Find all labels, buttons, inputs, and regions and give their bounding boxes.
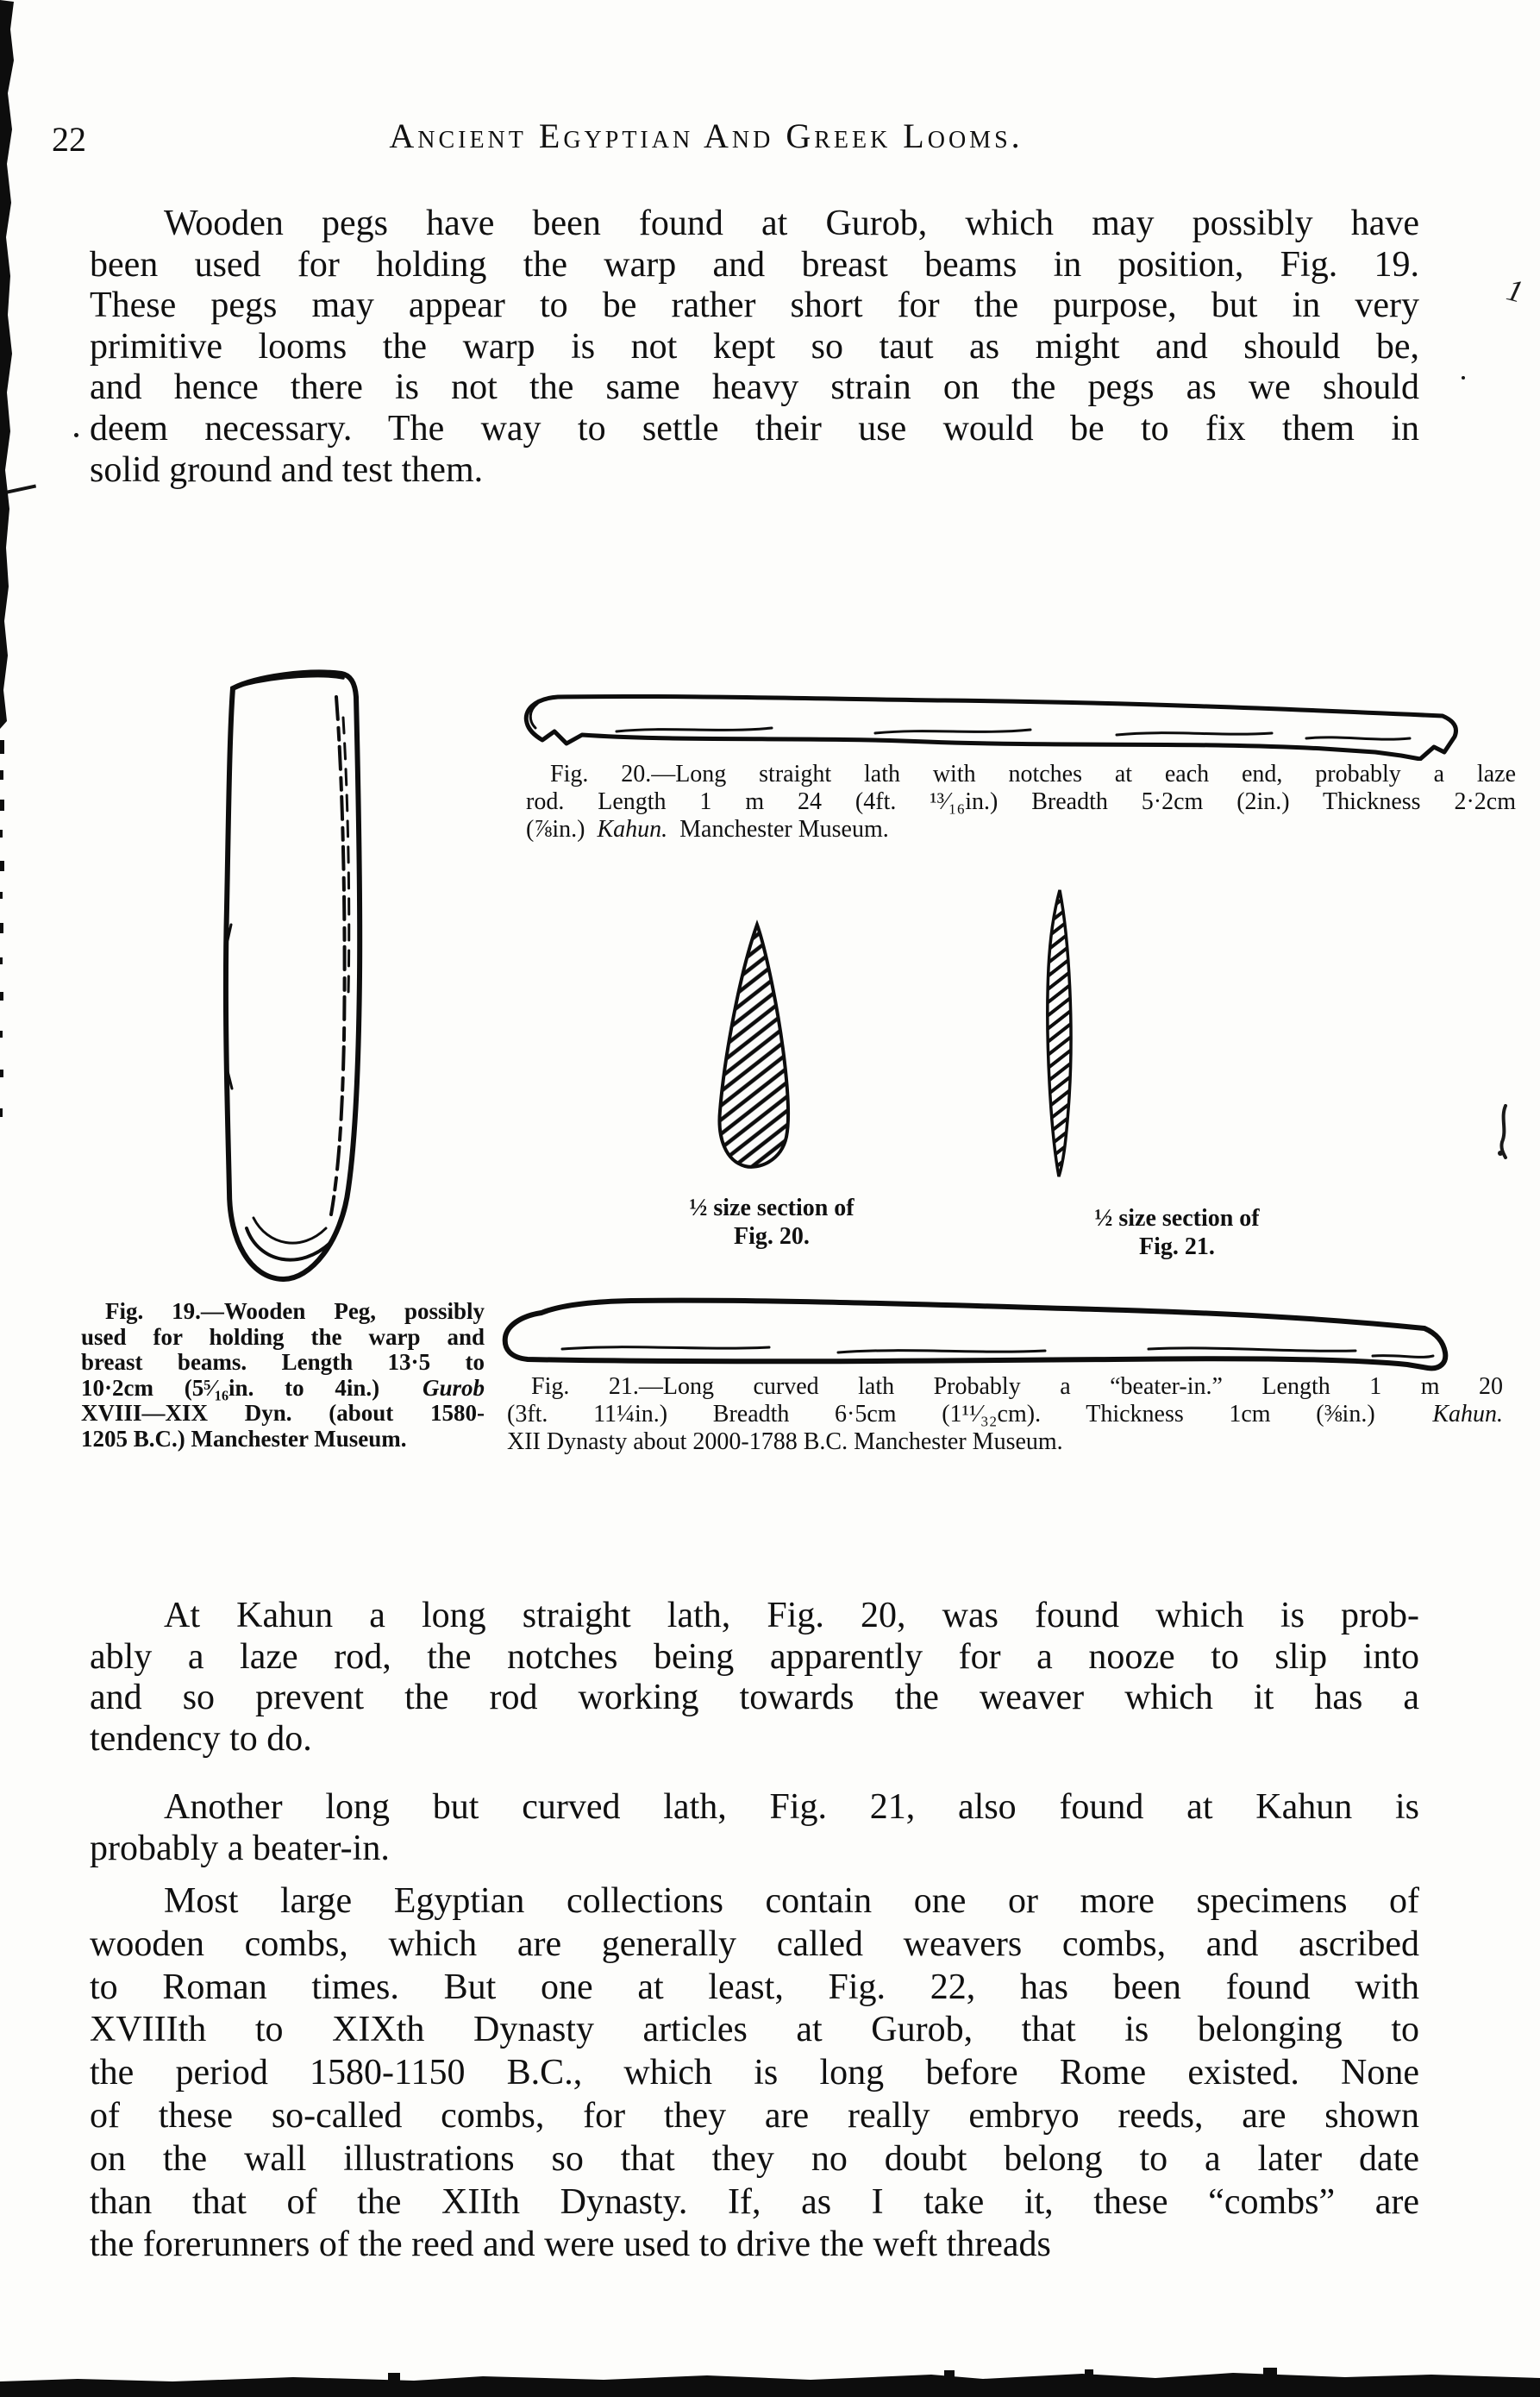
paragraph-egyptian-combs [90,1880,1419,2267]
text-line: ably a laze rod, the notches being apparently for a nooze to slip into [90,1636,1419,1677]
label-line: Fig. 21. [1139,1233,1215,1260]
text-line: and so prevent the rod working towards the weaver which it has a [90,1678,1419,1718]
caption-line: used for holding the warp and [81,1323,485,1350]
scan-edge-artifact-left [0,0,19,1147]
scan-edge-artifact-bottom [0,2368,1540,2397]
caption-line [507,1401,1503,1428]
caption-text: Manchester Museum. [679,816,889,843]
caption-line: Fig. 19.—Wooden Peg, possibly [105,1298,485,1324]
caption-site-name: Gurob [422,1374,485,1401]
caption-line: XII Dynasty about 2000-1788 B.C. Manchester Museum. [507,1428,1063,1455]
caption-line: 1205 B.C.) Manchester Museum. [81,1425,407,1452]
text-line: Another long but curved lath, Fig. 21, also found at Kahun is [164,1787,1419,1827]
text-line: primitive looms the warp is not kept so taut as might and should be, [90,326,1419,367]
fig21-cross-section-drawing [1040,885,1080,1182]
caption-site-name: Kahun. [1432,1401,1504,1428]
text-line: At Kahun a long straight lath, Fig. 20, was found which is prob- [164,1596,1419,1635]
paragraph-curved-lath [90,1787,1419,1869]
paragraph-kahun-lath [90,1596,1419,1760]
caption-text: (⅞in.) [526,816,585,843]
fig21-section-label [1069,1204,1285,1261]
text-line: than that of the XIIth Dynasty. If, as I take it, these “combs” are [90,2181,1419,2222]
caption-line [81,1376,485,1402]
text-line: XVIIIth to XIXth Dynasty articles at Gurob, that is belonging to [90,2010,1419,2050]
fig20-straight-lath-drawing [513,687,1466,761]
text-line: to Roman times. But one at least, Fig. 22, has been found with [90,1967,1419,2007]
text-line: and hence there is not the same heavy strain on the pegs as we should [90,367,1419,408]
text-line: the period 1580-1150 B.C., which is long before Rome existed. None [90,2053,1419,2093]
text-line: Wooden pegs have been found at Gurob, which may possibly have [164,204,1419,243]
caption-site-name: Kahun. [597,816,668,843]
caption-line: rod. Length 1 m 24 (4ft. ¹³⁄₁₆in.) Breadth 5·2cm (2in.) Thickness 2·2cm [526,788,1516,815]
caption-line: Fig. 20.—Long straight lath with notches at each end, probably a laze [550,761,1516,787]
text-line: wooden combs, which are generally called weavers combs, and ascribed [90,1923,1419,1964]
fig20-section-label [664,1194,880,1251]
text-line: Most large Egyptian collections contain one or more specimens of [164,1881,1419,1921]
page-title: Ancient Egyptian And Greek Looms. [389,116,1024,155]
fig20-cross-section-drawing [714,919,797,1173]
paragraph-wooden-pegs [90,204,1419,491]
caption-line: XVIII—XIX Dyn. (about 1580- [81,1400,485,1427]
label-line: Fig. 20. [734,1223,810,1250]
fig19-caption [81,1299,485,1453]
text-line: been used for holding the warp and breast beams in position, Fig. 19. [90,244,1419,285]
text-line: probably a beater-in. [90,1828,390,1868]
fig21-curved-lath-drawing [493,1287,1468,1373]
page-number: 22 [52,120,86,159]
text-line: on the wall illustrations so that they no doubt belong to a later date [90,2138,1419,2179]
caption-line: breast beams. Length 13·5 to [81,1349,485,1376]
fig21-caption [507,1373,1503,1456]
label-line: ½ size section of [689,1195,855,1221]
fig20-caption [526,761,1516,844]
handwritten-margin-mark: 1 [1503,272,1527,310]
caption-line: Fig. 21.—Long curved lath Probably a “beater-in.” Length 1 m 20 [531,1373,1503,1400]
text-line: These pegs may appear to be rather short for the purpose, but in very [90,286,1419,326]
caption-line [526,816,1516,844]
fig19-wooden-peg-drawing [205,666,369,1290]
text-line: of these so-called combs, for they are really embryo reeds, are shown [90,2095,1419,2136]
text-line: tendency to do. [90,1718,312,1759]
ink-blot-mark [1493,1104,1516,1159]
text-line: the forerunners of the reed and were used to drive the weft threads [90,2224,1051,2265]
label-line: ½ size section of [1094,1205,1260,1232]
text-line: solid ground and test them. [90,449,484,490]
caption-text: (3ft. 11¼in.) Breadth 6·5cm (1¹¹⁄₃₂cm). Thickness 1cm (⅜in.) [507,1401,1375,1428]
ink-speck [1462,376,1465,380]
text-line: deem necessary. The way to settle their use would be to fix them in [90,408,1419,449]
ink-speck [74,433,78,437]
caption-text: 10·2cm (5⁵⁄₁₆in. to 4in.) [81,1374,380,1401]
